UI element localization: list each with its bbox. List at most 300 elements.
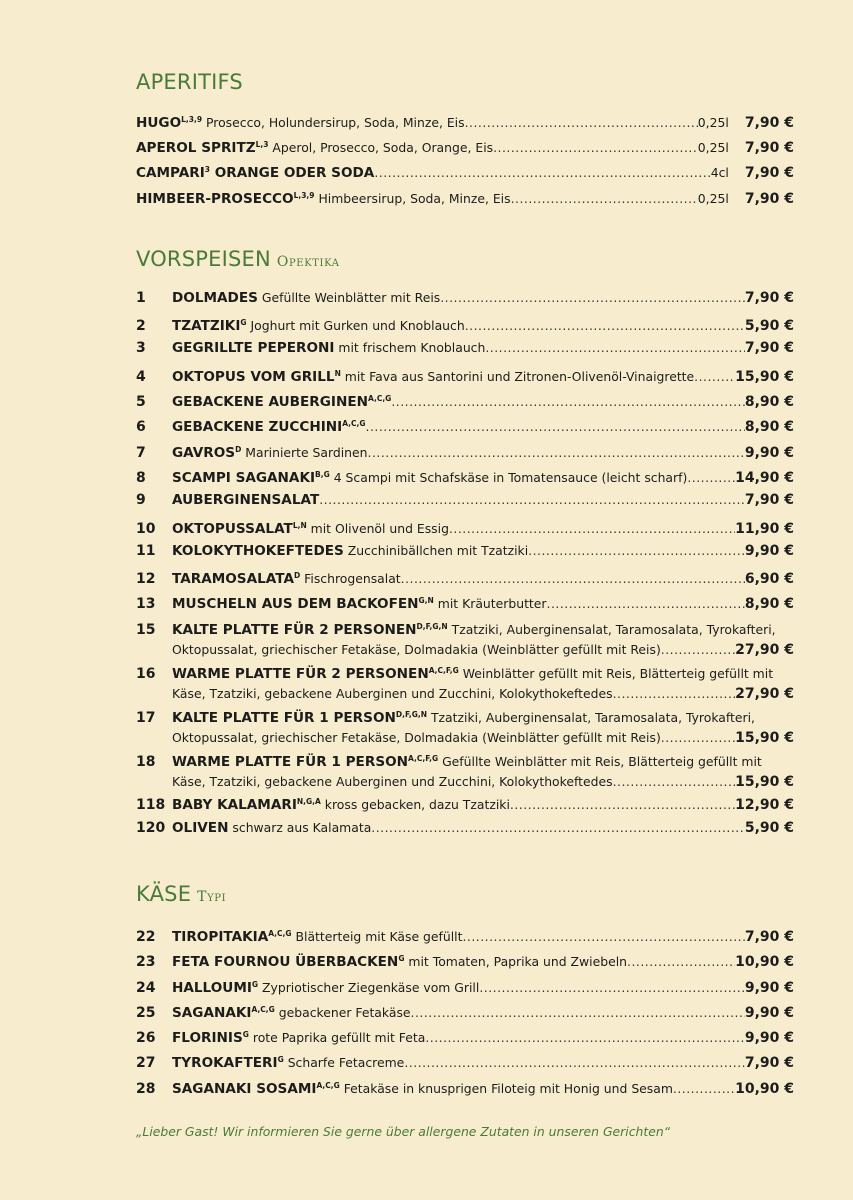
menu-item xyxy=(136,110,794,133)
allergen-codes: L,3,9 xyxy=(293,191,315,200)
item-lead xyxy=(136,186,511,209)
dot-leader xyxy=(449,519,735,538)
item-price: 7,90 € xyxy=(744,290,794,306)
item-description: gebackener Fetakäse xyxy=(278,1005,411,1020)
menu-item xyxy=(136,490,794,510)
item-name-suffix: ORANGE ODER SODA xyxy=(210,165,375,181)
allergen-codes: L,N xyxy=(292,521,307,530)
menu-item xyxy=(136,541,794,561)
item-description: mit Olivenöl und Essig xyxy=(310,521,449,536)
allergen-codes: A,C,G xyxy=(268,929,292,938)
item-lead xyxy=(136,110,465,133)
item-price: 7,90 € xyxy=(744,1055,794,1071)
menu-item xyxy=(136,975,794,998)
allergen-codes: D xyxy=(293,571,301,580)
item-name xyxy=(172,419,366,435)
item-price: 8,90 € xyxy=(744,419,794,435)
menu-item xyxy=(136,1050,794,1073)
item-number: 118 xyxy=(136,797,166,813)
menu-item-line xyxy=(136,490,794,510)
menu-item-line-2 xyxy=(136,728,794,748)
item-description: Himbeersirup, Soda, Minze, Eis xyxy=(318,191,511,206)
item-description: Fetakäse in knusprigen Filoteig mit Honig und Sesam xyxy=(343,1081,673,1096)
item-lead xyxy=(172,705,755,728)
item-content xyxy=(172,338,794,358)
menu-item xyxy=(136,949,794,972)
menu-item-line xyxy=(136,1025,794,1048)
menu-item xyxy=(136,617,794,660)
dot-leader xyxy=(627,952,735,971)
allergen-codes: D,F,G,N xyxy=(395,710,428,719)
allergen-codes: L,3,9 xyxy=(181,115,203,124)
item-number: 23 xyxy=(136,954,156,970)
item-description: schwarz aus Kalamata xyxy=(232,820,372,835)
dot-leader xyxy=(368,443,745,462)
menu-item xyxy=(136,516,794,539)
menu-item-line xyxy=(136,566,794,589)
dot-leader xyxy=(673,1079,735,1098)
menu-item-line xyxy=(136,749,794,772)
item-content xyxy=(172,566,794,589)
item-description: Tzatziki, Auberginensalat, Taramosalata, Tyrokafteri, xyxy=(451,622,776,637)
item-description-2: Oktopussalat, griechischer Fetakäse, Dolmadakia (Weinblätter gefüllt mit Reis) xyxy=(172,642,661,657)
item-price: 11,90 € xyxy=(735,521,794,537)
menu-item-line-2 xyxy=(136,772,794,792)
menu-item xyxy=(136,186,794,209)
item-lead xyxy=(172,1000,411,1023)
menu-item xyxy=(136,414,794,437)
item-content xyxy=(172,591,794,614)
menu-item xyxy=(136,792,794,815)
menu-item xyxy=(136,288,794,308)
allergen-codes: A,C,F,G xyxy=(408,754,439,763)
item-lead xyxy=(172,617,776,640)
item-name-text: GEBACKENE AUBERGINEN xyxy=(172,394,369,410)
item-name-text: FETA FOURNOU ÜBERBACKEN xyxy=(172,954,399,970)
item-name xyxy=(172,797,321,813)
item-lead xyxy=(172,591,547,614)
item-price: 9,90 € xyxy=(744,1005,794,1021)
dot-leader xyxy=(462,927,744,946)
item-name xyxy=(172,1005,275,1021)
item-name-text: DOLMADES xyxy=(172,290,258,306)
item-price: 7,90 € xyxy=(744,191,794,207)
allergen-codes: B,G xyxy=(315,470,330,479)
menu-item-line xyxy=(136,110,794,133)
item-description: Joghurt mit Gurken und Knoblauch xyxy=(250,318,465,333)
item-name xyxy=(172,929,292,945)
item-volume: 0,25l xyxy=(697,140,729,155)
item-name-text: FLORINIS xyxy=(172,1030,243,1046)
menu-item xyxy=(136,364,794,387)
dot-leader xyxy=(465,316,745,335)
item-price: 7,90 € xyxy=(744,340,794,356)
item-price: 7,90 € xyxy=(744,492,794,508)
menu-item-line xyxy=(136,541,794,561)
item-price: 9,90 € xyxy=(744,445,794,461)
item-name-text: OKTOPUS VOM GRILL xyxy=(172,369,335,385)
menu-item-line xyxy=(136,924,794,947)
item-number: 17 xyxy=(136,710,156,726)
item-content xyxy=(172,1076,794,1099)
item-name-text: HUGO xyxy=(136,115,182,131)
item-description-2: Käse, Tzatziki, gebackene Auberginen und Zucchini, Kolokythokeftedes xyxy=(172,774,613,789)
menu-item-line xyxy=(136,1050,794,1073)
menu-item xyxy=(136,160,794,183)
item-name xyxy=(172,820,228,836)
dot-leader xyxy=(493,138,698,157)
item-name xyxy=(172,521,307,537)
item-lead xyxy=(172,661,773,684)
item-number: 6 xyxy=(136,419,146,435)
item-content xyxy=(172,364,794,387)
allergen-codes: G xyxy=(398,954,405,963)
item-price: 10,90 € xyxy=(735,954,794,970)
dot-leader xyxy=(371,818,745,837)
item-description: mit Kräuterbutter xyxy=(437,596,547,611)
item-lead xyxy=(172,389,391,412)
item-description: Blätterteig mit Käse gefüllt xyxy=(295,929,463,944)
item-content xyxy=(172,1050,794,1073)
menu-item-line-2 xyxy=(136,640,794,660)
item-name-text: GEGRILLTE PEPERONI xyxy=(172,340,335,356)
menu-item xyxy=(136,566,794,589)
item-name xyxy=(172,290,258,306)
item-description: Scharfe Fetacreme xyxy=(287,1055,405,1070)
item-volume: 0,25l xyxy=(697,115,729,130)
menu-item-line xyxy=(136,975,794,998)
item-name-text: KALTE PLATTE FÜR 1 PERSON xyxy=(172,710,396,726)
menu-item xyxy=(136,1000,794,1023)
menu-item xyxy=(136,338,794,358)
allergen-codes: N xyxy=(334,369,341,378)
item-name-text: WARME PLATTE FÜR 2 PERSONEN xyxy=(172,666,429,682)
menu-item xyxy=(136,818,794,838)
dot-leader xyxy=(511,189,698,208)
item-number: 25 xyxy=(136,1005,156,1021)
menu-item xyxy=(136,661,794,704)
item-lead xyxy=(172,1050,404,1073)
item-number: 18 xyxy=(136,754,156,770)
item-price: 7,90 € xyxy=(744,165,794,181)
allergen-codes: A,C,F,G xyxy=(428,666,459,675)
item-name-text: SCAMPI SAGANAKI xyxy=(172,470,316,486)
item-name-text: HALLOUMI xyxy=(172,980,252,996)
item-lead xyxy=(172,465,687,488)
allergen-codes: A,C,G xyxy=(342,419,366,428)
item-description: mit frischem Knoblauch xyxy=(338,340,486,355)
item-name-text: HIMBEER-PROSECCO xyxy=(136,191,294,207)
item-description: Weinblätter gefüllt mit Reis, Blätterteig gefüllt mit xyxy=(462,666,774,681)
dot-leader xyxy=(425,1028,744,1047)
item-name xyxy=(172,340,334,356)
dot-leader xyxy=(613,684,736,703)
item-price: 6,90 € xyxy=(744,571,794,587)
item-lead xyxy=(136,135,493,158)
item-description: Gefüllte Weinblätter mit Reis, Blätterteig gefüllt mit xyxy=(442,754,762,769)
item-lead xyxy=(172,516,449,539)
menu-item xyxy=(136,440,794,463)
item-description-2: Oktopussalat, griechischer Fetakäse, Dolmadakia (Weinblätter gefüllt mit Reis) xyxy=(172,730,661,745)
vorspeisen-subtitle: Opektika xyxy=(276,254,340,270)
item-name-text: TIROPITAKIA xyxy=(172,929,269,945)
item-lead xyxy=(172,749,762,772)
item-name-text: GAVROS xyxy=(172,445,236,461)
item-lead xyxy=(172,566,401,589)
allergen-codes: A,C,G xyxy=(316,1081,340,1090)
menu-item-line-2 xyxy=(136,684,794,704)
item-name xyxy=(172,445,241,461)
item-description: Zypriotischer Ziegenkäse vom Grill xyxy=(262,980,480,995)
item-content xyxy=(172,661,794,684)
item-description-2: Käse, Tzatziki, gebackene Auberginen und Zucchini, Kolokythokeftedes xyxy=(172,686,613,701)
menu-item-line xyxy=(136,288,794,308)
dot-leader xyxy=(694,367,735,386)
item-volume: 4cl xyxy=(710,165,729,180)
item-name xyxy=(172,492,319,508)
item-name-text: KALTE PLATTE FÜR 2 PERSONEN xyxy=(172,622,417,638)
dot-leader xyxy=(613,772,736,791)
item-content xyxy=(172,1025,794,1048)
item-volume: 0,25l xyxy=(697,191,729,206)
dot-leader xyxy=(391,392,744,411)
item-number: 16 xyxy=(136,666,156,682)
dot-leader xyxy=(404,1053,745,1072)
item-lead xyxy=(136,160,374,183)
item-number: 120 xyxy=(136,820,166,836)
item-lead xyxy=(172,1076,673,1099)
menu-item-line xyxy=(136,1076,794,1099)
item-description: Marinierte Sardinen xyxy=(245,445,368,460)
item-number: 26 xyxy=(136,1030,156,1046)
item-name xyxy=(136,165,374,181)
allergen-codes: G xyxy=(242,1030,249,1039)
vorspeisen-title: VORSPEISEN Opektika xyxy=(136,247,340,271)
item-name-text: GEBACKENE ZUCCHINI xyxy=(172,419,343,435)
menu-item-line xyxy=(136,818,794,838)
allergen-codes: G xyxy=(240,318,247,327)
item-name-text: BABY KALAMARI xyxy=(172,797,297,813)
allergen-codes: N,G,A xyxy=(296,797,321,806)
allergen-codes: D,F,G,N xyxy=(416,622,448,631)
item-price: 15,90 € xyxy=(735,774,794,790)
item-price: 9,90 € xyxy=(744,1030,794,1046)
menu-item-line xyxy=(136,516,794,539)
item-name xyxy=(172,754,438,770)
dot-leader xyxy=(479,978,745,997)
menu-item-line xyxy=(136,661,794,684)
dot-leader xyxy=(661,640,735,659)
item-name xyxy=(172,666,459,682)
item-price: 7,90 € xyxy=(744,929,794,945)
item-lead xyxy=(172,924,462,947)
item-number: 9 xyxy=(136,492,146,508)
item-name xyxy=(136,140,268,156)
item-lead xyxy=(172,364,694,387)
item-description: mit Tomaten, Paprika und Zwiebeln xyxy=(408,954,628,969)
item-name xyxy=(172,954,404,970)
item-price: 10,90 € xyxy=(735,1081,794,1097)
item-name xyxy=(172,571,300,587)
item-description: mit Fava aus Santorini und Zitronen-Olivenöl-Vinaigrette xyxy=(344,369,695,384)
allergen-codes: D xyxy=(235,445,242,454)
item-description: Tzatziki, Auberginensalat, Taramosalata, Tyrokafteri, xyxy=(430,710,755,725)
item-content xyxy=(172,1000,794,1023)
item-price: 9,90 € xyxy=(744,980,794,996)
item-description: rote Paprika gefüllt mit Feta xyxy=(252,1030,426,1045)
item-price: 15,90 € xyxy=(735,730,794,746)
item-name-text: AUBERGINENSALAT xyxy=(172,492,320,508)
item-lead xyxy=(172,440,368,463)
menu-item-line xyxy=(136,617,794,640)
item-lead xyxy=(172,949,627,972)
item-number: 28 xyxy=(136,1081,156,1097)
kaese-title: KÄSE Typi xyxy=(136,882,227,906)
item-lead xyxy=(172,1025,425,1048)
item-name-text: TZATZIKI xyxy=(172,318,241,334)
menu-item-line xyxy=(136,705,794,728)
allergen-codes: A,C,G xyxy=(251,1005,275,1014)
item-name xyxy=(172,980,258,996)
item-number: 4 xyxy=(136,369,146,385)
item-number: 2 xyxy=(136,318,146,334)
item-content xyxy=(172,313,794,336)
aperitifs-title: APERITIFS xyxy=(136,70,243,94)
item-price: 5,90 € xyxy=(744,318,794,334)
item-name xyxy=(172,622,448,638)
menu-item-line xyxy=(136,160,794,183)
menu-item xyxy=(136,1025,794,1048)
item-lead xyxy=(172,414,366,437)
menu-item-line xyxy=(136,440,794,463)
menu-item xyxy=(136,389,794,412)
dot-leader xyxy=(401,569,745,588)
allergen-codes: L,3 xyxy=(255,140,269,149)
allergen-codes: 3 xyxy=(204,165,211,174)
dot-leader xyxy=(465,113,698,132)
item-number: 15 xyxy=(136,622,156,638)
kaese-subtitle: Typi xyxy=(197,889,227,905)
menu-item xyxy=(136,749,794,792)
item-price: 14,90 € xyxy=(735,470,794,486)
dot-leader xyxy=(366,417,745,436)
item-price: 5,90 € xyxy=(744,820,794,836)
item-price: 7,90 € xyxy=(744,115,794,131)
item-name xyxy=(136,191,315,207)
menu-item xyxy=(136,313,794,336)
allergen-codes: G xyxy=(277,1055,284,1064)
item-content xyxy=(172,288,794,308)
item-price: 8,90 € xyxy=(744,596,794,612)
item-lead xyxy=(172,541,528,561)
menu-item-line xyxy=(136,135,794,158)
item-content xyxy=(172,541,794,561)
allergen-note: „Lieber Gast! Wir informieren Sie gerne über allergene Zutaten in unseren Gerichten“ xyxy=(136,1124,671,1139)
item-content xyxy=(172,749,794,772)
item-description: 4 Scampi mit Schafskäse in Tomatensauce (leicht scharf) xyxy=(333,470,688,485)
item-lead xyxy=(172,288,440,308)
item-name-text: KOLOKYTHOKEFTEDES xyxy=(172,543,344,559)
item-number: 13 xyxy=(136,596,156,612)
item-lead xyxy=(172,792,510,815)
dot-leader xyxy=(319,490,745,509)
menu-item xyxy=(136,465,794,488)
menu-item-line xyxy=(136,364,794,387)
item-price: 8,90 € xyxy=(744,394,794,410)
menu-item-line xyxy=(136,313,794,336)
item-number: 24 xyxy=(136,980,156,996)
item-number: 10 xyxy=(136,521,156,537)
dot-leader xyxy=(547,594,745,613)
dot-leader xyxy=(661,728,735,747)
item-lead xyxy=(172,338,485,358)
item-name-text: OKTOPUSSALAT xyxy=(172,521,293,537)
menu-item-line xyxy=(136,414,794,437)
menu-item xyxy=(136,1076,794,1099)
item-description: Zucchinibällchen mit Tzatziki xyxy=(347,543,529,558)
dot-leader xyxy=(374,163,710,182)
menu-item-line xyxy=(136,338,794,358)
item-name xyxy=(172,1081,340,1097)
item-name xyxy=(172,318,247,334)
item-description: Aperol, Prosecco, Soda, Orange, Eis xyxy=(272,140,494,155)
item-name xyxy=(172,596,434,612)
item-name-text: APEROL SPRITZ xyxy=(136,140,256,156)
item-price: 27,90 € xyxy=(735,686,794,702)
menu-item-line xyxy=(136,591,794,614)
item-name xyxy=(172,470,330,486)
menu-item xyxy=(136,135,794,158)
menu-item xyxy=(136,591,794,614)
item-name xyxy=(136,115,202,131)
item-content xyxy=(172,924,794,947)
allergen-codes: G xyxy=(251,980,259,989)
item-number: 27 xyxy=(136,1055,156,1071)
item-number: 5 xyxy=(136,394,146,410)
item-price: 27,90 € xyxy=(735,642,794,658)
item-lead xyxy=(172,818,371,838)
allergen-codes: A,C,G xyxy=(368,394,392,403)
item-price: 9,90 € xyxy=(744,543,794,559)
item-content xyxy=(172,440,794,463)
item-number: 8 xyxy=(136,470,146,486)
item-content xyxy=(172,389,794,412)
menu-item-line xyxy=(136,186,794,209)
item-name xyxy=(172,543,344,559)
item-name-text: SAGANAKI xyxy=(172,1005,252,1021)
item-lead xyxy=(172,490,319,510)
item-description: Prosecco, Holundersirup, Soda, Minze, Eis xyxy=(206,115,465,130)
menu-item-line xyxy=(136,1000,794,1023)
item-content xyxy=(172,465,794,488)
menu-item-line xyxy=(136,792,794,815)
item-lead xyxy=(172,975,479,998)
item-name-text: MUSCHELN AUS DEM BACKOFEN xyxy=(172,596,419,612)
item-name-text: SAGANAKI SOSAMI xyxy=(172,1081,317,1097)
item-price: 12,90 € xyxy=(735,797,794,813)
item-price: 15,90 € xyxy=(735,369,794,385)
item-name-text: TYROKAFTERI xyxy=(172,1055,278,1071)
item-number: 22 xyxy=(136,929,156,945)
item-name xyxy=(172,369,341,385)
allergen-codes: G,N xyxy=(418,596,434,605)
item-content xyxy=(172,414,794,437)
dot-leader xyxy=(510,795,735,814)
menu-item xyxy=(136,705,794,748)
item-number: 1 xyxy=(136,290,146,306)
dot-leader xyxy=(411,1003,745,1022)
item-content xyxy=(172,490,794,510)
